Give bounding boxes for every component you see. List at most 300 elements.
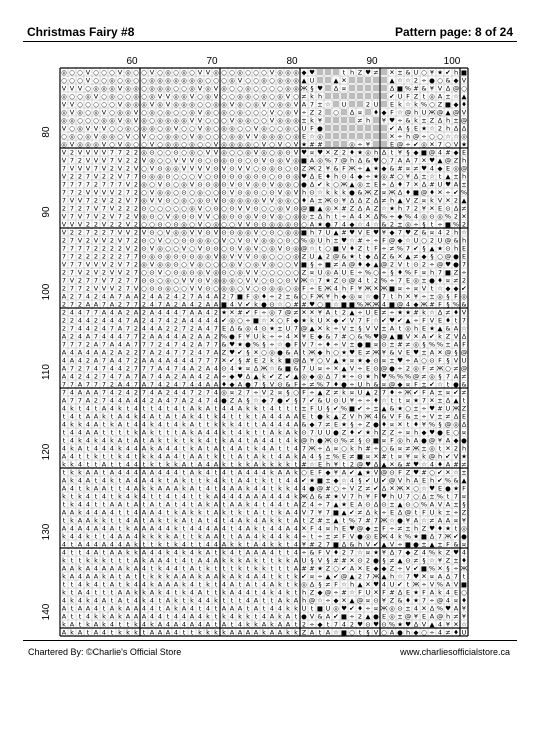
stitch-symbol: ÷ xyxy=(453,565,458,573)
stitch-symbol: ◎ xyxy=(173,77,179,85)
stitch-symbol: ☆ xyxy=(429,309,435,317)
stitch-symbol: ∆ xyxy=(229,325,235,333)
stitch-symbol: ☆ xyxy=(453,93,459,101)
stitch-symbol: 7 xyxy=(446,373,450,381)
stitch-symbol: § xyxy=(310,557,313,565)
stitch-symbol: t xyxy=(279,437,282,445)
stitch-symbol: t xyxy=(143,501,146,509)
row-label: 100 xyxy=(41,283,52,300)
stitch-symbol: 4 xyxy=(198,373,202,381)
stitch-symbol: 7 xyxy=(86,309,90,317)
stitch-symbol: ■ xyxy=(301,157,307,165)
shaded-cell xyxy=(365,85,371,91)
stitch-symbol: 2 xyxy=(174,373,178,381)
stitch-symbol: % xyxy=(341,437,347,445)
stitch-symbol: V xyxy=(294,141,299,149)
stitch-symbol: ♦ xyxy=(413,421,419,429)
stitch-symbol: ◎ xyxy=(461,133,467,141)
stitch-symbol: 4 xyxy=(262,589,266,597)
stitch-symbol: V xyxy=(70,165,75,173)
stitch-symbol: ▲ xyxy=(462,477,467,485)
stitch-symbol: ○ xyxy=(461,85,467,93)
stitch-symbol: # xyxy=(429,181,434,189)
stitch-symbol: 4 xyxy=(134,597,138,605)
stitch-symbol: ± xyxy=(437,413,442,421)
stitch-symbol: ◎ xyxy=(237,93,243,101)
stitch-symbol: 4 xyxy=(142,325,146,333)
stitch-symbol: Ж xyxy=(380,285,387,293)
stitch-symbol: # xyxy=(389,589,394,597)
stitch-symbol: k xyxy=(158,437,162,445)
stitch-symbol: V xyxy=(198,85,203,93)
stitch-symbol: U xyxy=(326,397,331,405)
stitch-symbol: 7 xyxy=(62,245,66,253)
stitch-symbol: § xyxy=(446,357,449,365)
stitch-symbol: ○ xyxy=(237,85,243,93)
stitch-symbol: ○ xyxy=(221,117,227,125)
stitch-symbol: A xyxy=(206,533,211,541)
stitch-symbol: ○ xyxy=(61,77,67,85)
stitch-symbol: ★ xyxy=(237,341,243,349)
stitch-symbol: 4 xyxy=(134,477,138,485)
stitch-symbol: U xyxy=(422,109,427,117)
stitch-symbol: t xyxy=(95,493,98,501)
stitch-symbol: V xyxy=(270,213,275,221)
stitch-symbol: A xyxy=(238,445,243,453)
stitch-symbol: ¥ xyxy=(430,69,434,77)
stitch-symbol: ◎ xyxy=(173,213,179,221)
stitch-symbol: Z xyxy=(334,277,339,285)
stitch-symbol: ≠ xyxy=(421,373,426,381)
stitch-symbol: ◆ xyxy=(334,597,339,605)
stitch-symbol: ◎ xyxy=(125,109,131,117)
stitch-symbol: k xyxy=(198,509,202,517)
stitch-symbol: V xyxy=(150,197,155,205)
stitch-symbol: k xyxy=(166,533,170,541)
stitch-symbol: ◎ xyxy=(269,285,275,293)
stitch-symbol: ★ xyxy=(325,277,331,285)
stitch-symbol: ◎ xyxy=(229,285,235,293)
stitch-symbol: 2 xyxy=(78,365,82,373)
stitch-symbol: ○ xyxy=(333,485,339,493)
stitch-symbol: ◎ xyxy=(245,117,251,125)
stitch-symbol: t xyxy=(215,405,218,413)
stitch-symbol: # xyxy=(301,301,306,309)
stitch-symbol: ◎ xyxy=(125,69,131,77)
stitch-symbol: 2 xyxy=(86,253,90,261)
stitch-symbol: 4 xyxy=(102,333,106,341)
stitch-symbol: ○ xyxy=(181,85,187,93)
stitch-symbol: 2 xyxy=(62,309,66,317)
stitch-symbol: t xyxy=(167,421,170,429)
stitch-symbol: ☆ xyxy=(381,205,387,213)
stitch-symbol: ÷ xyxy=(317,341,322,349)
stitch-symbol: A xyxy=(230,629,235,637)
stitch-symbol: V xyxy=(134,117,139,125)
stitch-symbol: 4 xyxy=(350,477,354,485)
stitch-symbol: 4 xyxy=(294,533,298,541)
stitch-symbol: t xyxy=(103,453,106,461)
stitch-symbol: ○ xyxy=(93,101,99,109)
stitch-symbol: ▲ xyxy=(358,581,363,589)
stitch-symbol: ✔ xyxy=(341,565,346,573)
stitch-symbol: 7 xyxy=(118,181,122,189)
stitch-symbol: # xyxy=(341,333,346,341)
stitch-symbol: k xyxy=(102,517,106,525)
stitch-symbol: A xyxy=(126,605,131,613)
shaded-cell xyxy=(365,109,371,115)
stitch-symbol: 7 xyxy=(62,389,66,397)
stitch-symbol: V xyxy=(222,165,227,173)
stitch-symbol: ✕ xyxy=(397,421,402,429)
shaded-cell xyxy=(317,77,323,83)
stitch-symbol: U xyxy=(374,101,379,109)
stitch-symbol: 7 xyxy=(94,309,98,317)
stitch-symbol: ◎ xyxy=(85,133,91,141)
stitch-symbol: Z xyxy=(366,197,371,205)
stitch-symbol: 4 xyxy=(110,309,114,317)
stitch-symbol: t xyxy=(231,597,234,605)
stitch-symbol: ± xyxy=(325,517,330,525)
stitch-symbol: V xyxy=(110,269,115,277)
stitch-symbol: @ xyxy=(461,117,468,125)
stitch-symbol: Ж xyxy=(300,493,307,501)
stitch-symbol: k xyxy=(278,581,282,589)
stitch-symbol: A xyxy=(214,525,219,533)
stitch-symbol: t xyxy=(239,597,242,605)
stitch-symbol: ○ xyxy=(245,69,251,77)
stitch-symbol: k xyxy=(270,357,274,365)
stitch-symbol: ◎ xyxy=(421,213,427,221)
stitch-symbol: # xyxy=(325,485,330,493)
stitch-symbol: ¤ xyxy=(406,429,410,437)
stitch-symbol: ○ xyxy=(109,69,115,77)
stitch-symbol: 2 xyxy=(70,173,74,181)
stitch-symbol: ○ xyxy=(133,125,139,133)
stitch-symbol: ▲ xyxy=(358,469,363,477)
stitch-symbol: k xyxy=(102,613,106,621)
stitch-symbol: A xyxy=(190,621,195,629)
stitch-symbol: A xyxy=(70,573,75,581)
stitch-symbol: V xyxy=(102,197,107,205)
stitch-symbol: 4 xyxy=(222,581,226,589)
stitch-symbol: ⊙ xyxy=(285,173,290,181)
stitch-symbol: V xyxy=(302,509,307,517)
stitch-symbol: ✔ xyxy=(245,301,250,309)
stitch-symbol: V xyxy=(238,253,243,261)
stitch-symbol: 4 xyxy=(174,293,178,301)
stitch-symbol: k xyxy=(246,461,250,469)
stitch-symbol: V xyxy=(246,181,251,189)
stitch-symbol: @ xyxy=(309,597,316,605)
stitch-symbol: 2 xyxy=(102,173,106,181)
stitch-symbol: A xyxy=(206,573,211,581)
stitch-symbol: k xyxy=(254,405,258,413)
stitch-symbol: 4 xyxy=(86,317,90,325)
stitch-symbol: A xyxy=(86,517,91,525)
stitch-symbol: ● xyxy=(277,397,283,405)
stitch-symbol: A xyxy=(270,429,275,437)
stitch-symbol: k xyxy=(118,605,122,613)
stitch-symbol: ÷ xyxy=(421,413,426,421)
stitch-symbol: ÷ xyxy=(349,613,354,621)
stitch-symbol: A xyxy=(198,341,203,349)
stitch-symbol: ◆ xyxy=(446,285,451,293)
stitch-symbol: k xyxy=(94,613,98,621)
stitch-symbol: ■ xyxy=(341,613,347,621)
stitch-symbol: ★ xyxy=(341,373,347,381)
stitch-symbol: V xyxy=(438,85,443,93)
stitch-symbol: t xyxy=(231,621,234,629)
stitch-symbol: ⊙ xyxy=(197,181,202,189)
stitch-symbol: ¤ xyxy=(430,229,434,237)
stitch-symbol: k xyxy=(222,477,226,485)
stitch-symbol: ◎ xyxy=(285,189,291,197)
stitch-symbol: ◎ xyxy=(269,237,275,245)
stitch-symbol: h xyxy=(414,429,418,437)
stitch-symbol: V xyxy=(206,277,211,285)
stitch-symbol: 4 xyxy=(174,381,178,389)
stitch-symbol: 7 xyxy=(182,309,186,317)
stitch-symbol: ≠ xyxy=(429,365,434,373)
stitch-symbol: k xyxy=(78,437,82,445)
stitch-symbol: k xyxy=(174,461,178,469)
stitch-symbol: @ xyxy=(445,157,452,165)
stitch-symbol: ○ xyxy=(221,133,227,141)
stitch-symbol: ○ xyxy=(157,277,163,285)
stitch-symbol: 7 xyxy=(134,381,138,389)
stitch-symbol: 7 xyxy=(246,389,250,397)
stitch-symbol: A xyxy=(166,453,171,461)
stitch-symbol: ✔ xyxy=(381,317,386,325)
stitch-symbol: E xyxy=(374,181,378,189)
stitch-symbol: ○ xyxy=(253,285,259,293)
stitch-symbol: § xyxy=(446,301,449,309)
stitch-symbol: 2 xyxy=(134,325,138,333)
stitch-symbol: k xyxy=(158,589,162,597)
shaded-cell xyxy=(333,101,339,107)
stitch-symbol: & xyxy=(461,301,466,309)
stitch-symbol: A xyxy=(310,221,315,229)
stitch-symbol: ◎ xyxy=(245,229,251,237)
stitch-symbol: A xyxy=(70,621,75,629)
stitch-symbol: 7 xyxy=(86,245,90,253)
stitch-symbol: V xyxy=(62,101,67,109)
stitch-symbol: V xyxy=(70,141,75,149)
stitch-symbol: t xyxy=(255,429,258,437)
stitch-symbol: 2 xyxy=(198,365,202,373)
stitch-symbol: E xyxy=(390,141,394,149)
stitch-symbol: A xyxy=(262,413,267,421)
stitch-symbol: ◎ xyxy=(269,309,275,317)
stitch-symbol: ≠ xyxy=(461,373,466,381)
stitch-symbol: ◎ xyxy=(61,141,67,149)
stitch-symbol: h xyxy=(462,445,466,453)
stitch-symbol: t xyxy=(103,421,106,429)
stitch-symbol: A xyxy=(262,493,267,501)
stitch-symbol: 2 xyxy=(126,149,130,157)
stitch-symbol: ◎ xyxy=(429,93,435,101)
stitch-symbol: 2 xyxy=(366,557,370,565)
stitch-symbol: A xyxy=(270,613,275,621)
stitch-symbol: 7 xyxy=(94,165,98,173)
stitch-symbol: k xyxy=(78,493,82,501)
stitch-symbol: A xyxy=(78,445,83,453)
stitch-symbol: t xyxy=(263,405,266,413)
stitch-symbol: A xyxy=(342,469,347,477)
stitch-symbol: V xyxy=(166,213,171,221)
stitch-symbol: 4 xyxy=(110,621,114,629)
stitch-symbol: U xyxy=(358,389,363,397)
shaded-cell xyxy=(349,117,355,123)
stitch-symbol: A xyxy=(158,621,163,629)
stitch-symbol: ± xyxy=(397,69,402,77)
stitch-symbol: % xyxy=(429,421,435,429)
stitch-symbol: V xyxy=(278,245,283,253)
stitch-symbol: ○ xyxy=(221,221,227,229)
stitch-symbol: ✔ xyxy=(453,389,458,397)
stitch-symbol: 4 xyxy=(142,421,146,429)
stitch-symbol: ¥ xyxy=(302,333,306,341)
stitch-symbol: A xyxy=(214,381,219,389)
stitch-symbol: k xyxy=(118,613,122,621)
stitch-symbol: A xyxy=(454,325,459,333)
stitch-symbol: § xyxy=(430,253,433,261)
stitch-symbol: § xyxy=(406,149,409,157)
stitch-symbol: 2 xyxy=(190,325,194,333)
stitch-symbol: 4 xyxy=(198,413,202,421)
stitch-symbol: ★ xyxy=(365,429,371,437)
stitch-symbol: ÷ xyxy=(325,365,330,373)
stitch-symbol: ⊙ xyxy=(285,277,290,285)
stitch-symbol: & xyxy=(405,413,410,421)
stitch-symbol: ◆ xyxy=(454,285,459,293)
stitch-symbol: k xyxy=(270,469,274,477)
stitch-symbol: 2 xyxy=(358,573,362,581)
stitch-symbol: t xyxy=(391,149,394,157)
stitch-symbol: h xyxy=(454,229,458,237)
stitch-symbol: ◎ xyxy=(141,125,147,133)
stitch-symbol: 7 xyxy=(150,341,154,349)
stitch-symbol: ◎ xyxy=(149,125,155,133)
stitch-symbol: 2 xyxy=(78,205,82,213)
stitch-symbol: § xyxy=(382,557,385,565)
stitch-symbol: t xyxy=(127,597,130,605)
stitch-symbol: A xyxy=(430,389,435,397)
stitch-symbol: % xyxy=(445,213,451,221)
stitch-symbol: ⊙ xyxy=(221,365,226,373)
stitch-symbol: V xyxy=(198,221,203,229)
stitch-symbol: ± xyxy=(325,477,330,485)
stitch-symbol: ○ xyxy=(157,109,163,117)
stitch-symbol: ○ xyxy=(405,405,411,413)
stitch-symbol: ÷ xyxy=(389,277,394,285)
stitch-symbol: ○ xyxy=(101,77,107,85)
stitch-symbol: ♥ xyxy=(429,405,435,413)
stitch-symbol: # xyxy=(453,461,458,469)
stitch-symbol: ¤ xyxy=(430,573,434,581)
stitch-symbol: k xyxy=(150,485,154,493)
stitch-symbol: ⊙ xyxy=(149,213,154,221)
stitch-symbol: ⊙ xyxy=(165,197,170,205)
stitch-symbol: F xyxy=(374,493,378,501)
stitch-symbol: Z xyxy=(302,253,307,261)
stitch-symbol: ∆ xyxy=(349,197,355,205)
stitch-symbol: # xyxy=(333,557,338,565)
stitch-symbol: 2 xyxy=(358,613,362,621)
stitch-symbol: ÷ xyxy=(381,509,386,517)
stitch-symbol: ■ xyxy=(349,405,355,413)
stitch-symbol: h xyxy=(406,133,410,141)
stitch-symbol: A xyxy=(190,485,195,493)
stitch-symbol: ◎ xyxy=(293,69,299,77)
stitch-symbol: A xyxy=(126,573,131,581)
stitch-symbol: h xyxy=(454,69,458,77)
stitch-symbol: @ xyxy=(429,149,436,157)
stitch-symbol: 2 xyxy=(454,213,458,221)
stitch-symbol: ◎ xyxy=(229,77,235,85)
stitch-symbol: 4 xyxy=(86,405,90,413)
stitch-symbol: V xyxy=(102,221,107,229)
stitch-symbol: k xyxy=(286,557,290,565)
stitch-symbol: t xyxy=(175,413,178,421)
stitch-symbol: V xyxy=(230,189,235,197)
stitch-symbol: 2 xyxy=(86,285,90,293)
stitch-symbol: ¥ xyxy=(406,453,410,461)
stitch-symbol: 4 xyxy=(86,589,90,597)
stitch-symbol: F xyxy=(334,581,338,589)
stitch-symbol: 7 xyxy=(406,245,410,253)
stitch-symbol: ⊙ xyxy=(373,365,378,373)
stitch-symbol: § xyxy=(318,581,321,589)
stitch-symbol: ◆ xyxy=(318,349,323,357)
stitch-symbol: V xyxy=(294,101,299,109)
stitch-symbol: Ж xyxy=(364,301,371,309)
stitch-symbol: ▲ xyxy=(334,77,339,85)
stitch-symbol: F xyxy=(438,357,442,365)
stitch-symbol: ♦ xyxy=(437,525,443,533)
stitch-symbol: ◎ xyxy=(221,389,227,397)
stitch-symbol: 2 xyxy=(94,317,98,325)
stitch-symbol: @ xyxy=(445,237,452,245)
stitch-symbol: A xyxy=(94,621,99,629)
stitch-symbol: V xyxy=(270,109,275,117)
stitch-symbol: ⊙ xyxy=(445,245,450,253)
stitch-symbol: 7 xyxy=(142,389,146,397)
stitch-symbol: ○ xyxy=(173,285,179,293)
stitch-symbol: & xyxy=(453,541,458,549)
stitch-symbol: 7 xyxy=(334,221,338,229)
stitch-symbol: ◎ xyxy=(245,93,251,101)
stitch-symbol: ◆ xyxy=(310,373,315,381)
stitch-symbol: t xyxy=(223,517,226,525)
stitch-symbol: V xyxy=(198,109,203,117)
stitch-symbol: ⊙ xyxy=(189,237,194,245)
stitch-symbol: Z xyxy=(446,557,451,565)
shaded-cell xyxy=(357,101,363,107)
stitch-symbol: A xyxy=(446,517,451,525)
stitch-symbol: ● xyxy=(453,381,459,389)
stitch-symbol: A xyxy=(190,613,195,621)
stitch-symbol: Z xyxy=(382,253,387,261)
stitch-symbol: ◎ xyxy=(277,117,283,125)
stitch-symbol: ÷ xyxy=(405,141,410,149)
stitch-symbol: V xyxy=(206,69,211,77)
stitch-symbol: ♥ xyxy=(381,493,387,501)
stitch-symbol: ◎ xyxy=(277,181,283,189)
stitch-symbol: ■ xyxy=(317,477,323,485)
stitch-symbol: ○ xyxy=(277,317,283,325)
